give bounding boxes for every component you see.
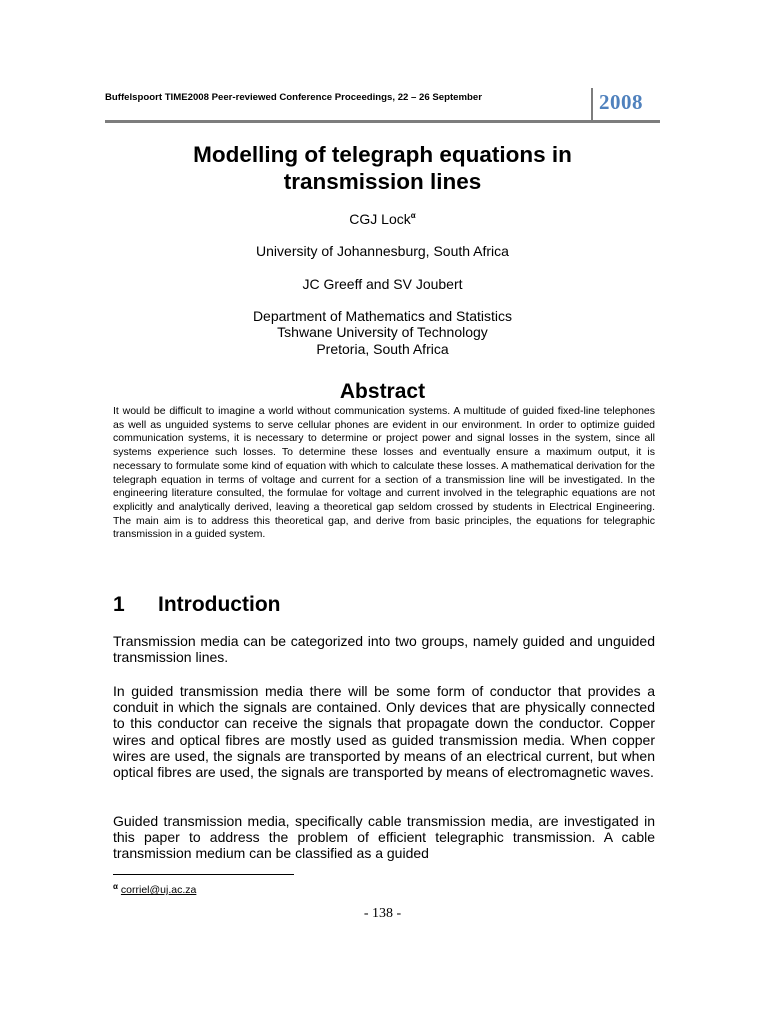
paper-title xyxy=(105,141,660,195)
paragraph: Transmission media can be categorized into two groups, namely guided and unguided transmission lines. xyxy=(113,633,655,666)
section-title: Introduction xyxy=(158,593,281,616)
abstract-heading: Abstract xyxy=(339,380,426,403)
header-divider xyxy=(591,88,593,122)
author-2: JC Greeff and SV Joubert xyxy=(302,276,463,292)
footnote-email-link[interactable]: corriel@uj.ac.za xyxy=(120,884,197,896)
header-rule xyxy=(105,120,660,123)
paper-title-line-1: Modelling of telegraph equations in xyxy=(193,142,572,167)
affiliation-2-line-2: Tshwane University of Technology xyxy=(277,324,488,340)
footnote xyxy=(113,880,196,897)
affiliation-1: University of Johannesburg, South Africa xyxy=(256,243,509,259)
author-1-name: CGJ Lock xyxy=(349,211,411,227)
footnote-separator xyxy=(113,874,294,875)
paragraph: Guided transmission media, specifically cable transmission media, are investigated in this paper to address the problem of efficient telegraphic transmission. A cable transmission medium can be classified as a guided xyxy=(113,813,655,862)
header-year: 2008 xyxy=(599,90,643,114)
paragraph: In guided transmission media there will be some form of conductor that provides a conduit in which the signals are contained. Only devices that are physically connected to this conductor can receive the signals that propagate down the conductor. Copper wires and optical fibres are mostly used as guided transmission media. When copper wires are used, the signals are transported by means of an electrical current, but when optical fibres are used, the signals are transported by means of electromagnetic waves. xyxy=(113,683,655,781)
section-heading-introduction xyxy=(113,592,280,618)
affiliation-2-line-1: Department of Mathematics and Statistics xyxy=(252,308,513,324)
section-number: 1 xyxy=(113,593,125,616)
footnote-mark: α xyxy=(113,882,118,891)
author-1 xyxy=(105,208,660,227)
page-number: - 138 - xyxy=(363,906,402,921)
paper-title-line-2: transmission lines xyxy=(283,169,482,194)
affiliation-2-line-3: Pretoria, South Africa xyxy=(316,341,449,357)
author-1-footnote-mark[interactable]: α xyxy=(410,211,416,220)
running-header: Buffelspoort TIME2008 Peer-reviewed Conference Proceedings, 22 – 26 September xyxy=(105,92,482,103)
abstract-text: It would be difficult to imagine a world without communication systems. A multitude of guided fixed-line telephones as well as unguided systems to serve cellular phones are evident in our environment. In order to optimize guided communication systems, it is necessary to determine or project power and signal losses in the system, since all systems experience such losses. To determine these losses and eventually ensure a maximum output, it is necessary to formulate some kind of equation with which to calculate these losses. A mathematical derivation for the telegraph equation in terms of voltage and current for a section of a transmission line will be investigated. In the engineering literature consulted, the formulae for voltage and current involved in the telegraphic equations are not explicitly and analytically derived, leaving a theoretical gap seldom crossed by students in Electrical Engineering. The main aim is to address this theoretical gap, and derive from basic principles, the equations for telegraphic transmission in a guided system. xyxy=(113,405,655,541)
